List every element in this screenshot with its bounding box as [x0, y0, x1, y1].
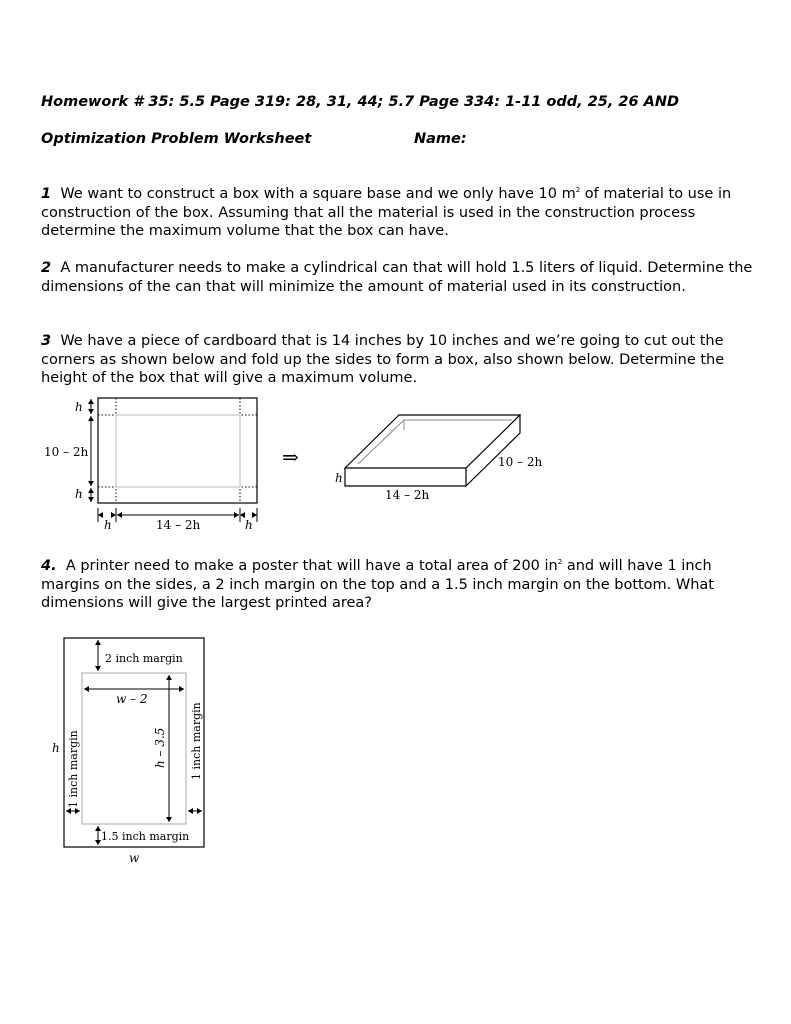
problem-text: We want to construct a box with a square base and we only have 10 m [60, 186, 576, 202]
label-h-top: h [75, 400, 83, 414]
problem-text: We have a piece of cardboard that is 14 inches by 10 inches and we’re going to cut out the corners as shown below and fold up the sides to form a box, also shown below. Determine the height of the box that will give a maximum volume. [41, 333, 725, 386]
label-bottom-margin: 1.5 inch margin [101, 830, 190, 843]
label-left-margin: 1 inch margin [67, 730, 80, 808]
superscript: 2 [557, 558, 563, 566]
problem-number: 1 [41, 186, 52, 202]
label-top-margin: 2 inch margin [105, 652, 183, 665]
label-bottom-width: 14 – 2h [156, 518, 201, 532]
problem-text: A manufacturer needs to make a cylindrical can that will hold 1.5 liters of liquid. Determine the dimensions of the can that will minimize the amount of material used in its construction. [41, 260, 753, 295]
label-h-left: h [104, 518, 112, 532]
label-inner-width: w – 2 [116, 692, 148, 706]
label-inner-height: h – 3.5 [153, 727, 167, 768]
problem-number: 4. [41, 558, 57, 574]
problem-number: 3 [41, 333, 52, 349]
problem-text: A printer need to make a poster that will have a total area of 200 in [65, 558, 558, 574]
label-outer-height: h [52, 741, 60, 755]
label-right-margin: 1 inch margin [190, 702, 203, 780]
worksheet-title: Optimization Problem Worksheet [41, 131, 312, 147]
implies-arrow: ⇒ [282, 445, 299, 469]
label-outer-width: w [129, 851, 140, 865]
box-label-depth: 10 – 2h [498, 455, 543, 469]
homework-header: Homework # 35: 5.5 Page 319: 28, 31, 44; 5.7 Page 334: 1-11 odd, 25, 26 AND [41, 94, 680, 110]
problem-number: 2 [41, 260, 52, 276]
problem-text: of material to use in construction of the box. Assuming that all the material is used in the construction process determine the maximum volume that the box can have. [41, 186, 732, 239]
superscript: 2 [575, 186, 581, 194]
problem-text: and will have 1 inch margins on the sides, a 2 inch margin on the top and a 1.5 inch margin on the bottom. What dimensions will give the largest printed area? [41, 558, 714, 611]
name-label: Name: [414, 131, 467, 147]
box-label-h: h [335, 471, 343, 485]
poster-outline [64, 638, 204, 847]
label-h-bottom: h [75, 487, 83, 501]
label-side: 10 – 2h [44, 445, 89, 459]
label-h-right: h [245, 518, 253, 532]
box-label-width: 14 – 2h [385, 488, 430, 502]
